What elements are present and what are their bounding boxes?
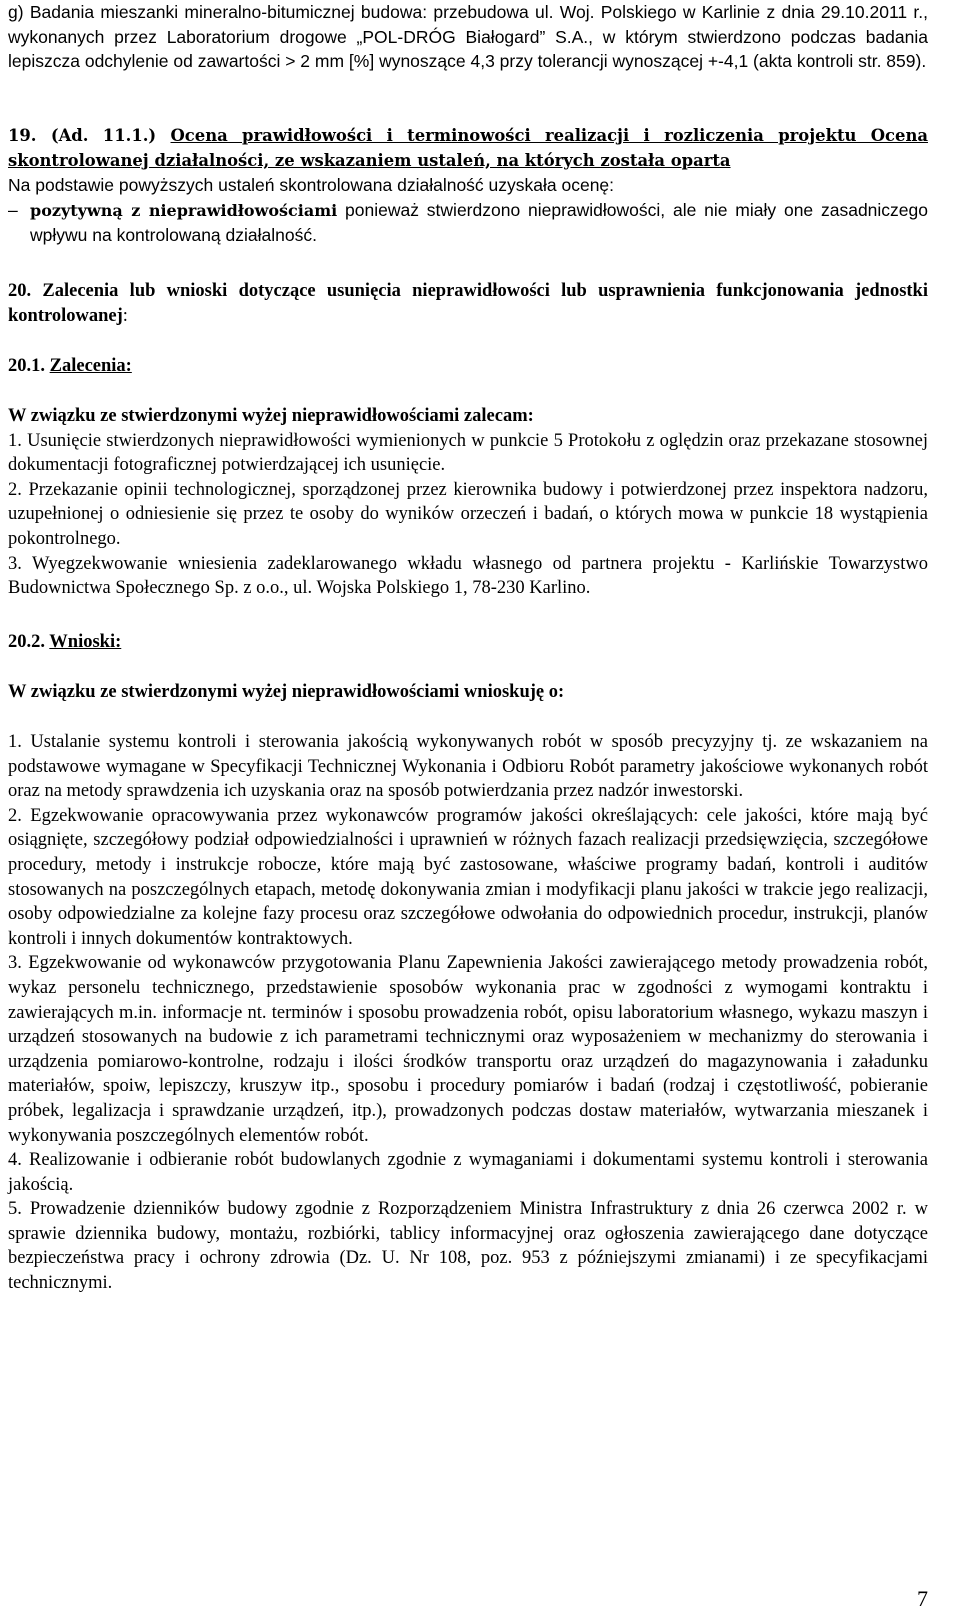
section-20-heading: 20. Zalecenia lub wnioski dotyczące usunięcia nieprawidłowości lub usprawnienia funkcjonowania jednostki kontrolowanej: (8, 281, 928, 326)
conclusions-list (8, 730, 928, 1296)
section-20-2 (8, 630, 928, 655)
conclusions-heading: 20.2. Wnioski: (8, 632, 122, 652)
section-19-heading (8, 124, 928, 173)
rating-item (8, 198, 928, 248)
recommendations-intro: W związku ze stwierdzonymi wyżej nieprawidłowościami zalecam: (8, 406, 534, 426)
conclusion-item: 4. Realizowanie i odbieranie robót budowlanych zgodnie z wymaganiami i dokumentami systemu kontroli i sterowania jakością. (8, 1150, 928, 1195)
rating-justification: ponieważ stwierdzono nieprawidłowości, ale nie miały one zasadniczego wpływu na kontrolowaną działalność. (30, 199, 928, 246)
section-19-intro: Na podstawie powyższych ustaleń skontrolowana działalność uzyskała ocenę: (8, 175, 615, 196)
section-19 (8, 124, 928, 248)
conclusion-item: 2. Egzekwowanie opracowywania przez wykonawców programów jakości określających: cele jakości, które mają być osiągnięte, szczegółowy podział odpowiedzialności i uprawnień w różnych fazach realizacji przedsięwzięcia, szczegółowe procedury, metody i instrukcje robocze, które mają być zastosowane, właściwe programy badań, kontroli i auditów stosowanych na poszczególnych etapach, metodę dokonywania zmian i modyfikacji planu jakości w trakcie jego realizacji, osoby odpowiedzialne za kolejne fazy procesu oraz szczegółowe odwołania do odpowiednich procedur, instrukcji, planów kontroli i innych dokumentów kontraktowych. (8, 805, 928, 949)
conclusion-item: 5. Prowadzenie dzienników budowy zgodnie z Rozporządzeniem Ministra Infrastruktury z dnia 26 czerwca 2002 r. w sprawie dziennika budowy, montażu, rozbiórki, tablicy informacyjnej oraz ogłoszenia zawierającego dane dotyczące bezpieczeństwa pracy i ochrony zdrowia (Dz. U. Nr 108, poz. 953 z późniejszymi zmianami) i ze specyfikacjami technicznymi. (8, 1199, 928, 1294)
section-19-number: 19. (Ad. 11.1.) (8, 126, 157, 145)
conclusion-item: 3. Egzekwowanie od wykonawców przygotowania Planu Zapewnienia Jakości zawierającego metody prowadzenia robót, wykaz personelu technicznego, przedstawienie sposobów wykonania prac w zgodności z wymogami kontraktu i zawierających m.in. informacje nt. terminów i sposobu prowadzenia robót, opisu laboratorium własnego, wykazu maszyn i urządzeń stosowanych na budowie z ich parametrami technicznymi oraz wyposażeniem w mechanizmy do sterowania i urządzenia pomiarowo-kontrolne, rodzaju i ilości środków transportu oraz urządzeń do magazynowania i załadunku materiałów, spoiw, lepiszczy, kruszyw itp., sposobu i procedury pomiarów i badań (rodzaj i częstotliwość, pobieranie próbek, legalizacja i sprawdzanie urządzeń, itp.), prowadzonych podczas dostaw materiałów, wytwarzania mieszanek i wykonywania poszczególnych elementów robót. (8, 953, 928, 1146)
finding-g-paragraph (8, 0, 928, 74)
page-number: 7 (917, 1586, 928, 1611)
recommendation-item: 2. Przekazanie opinii technologicznej, sporządzonej przez kierownika budowy i potwierdzonej przez inspektora nadzoru, uzupełnionej o odniesienie się przez te osoby do wyników orzeczeń i badań, o których mowa w punkcie 18 wystąpienia pokontrolnego. (8, 479, 928, 549)
section-19-title: Ocena prawidłowości i terminowości realizacji i rozliczenia projektu Ocena skontrolowanej działalności, ze wskazaniem ustaleń, na których została oparta (8, 126, 928, 170)
conclusion-item: 1. Ustalanie systemu kontroli i sterowania jakością wykonywanych robót w sposób precyzyjny tj. ze wskazaniem na podstawowe wymagane w Specyfikacji Technicznej Wykonania i Odbioru Robót parametry jakościowe wykonanych robót oraz na metody sprawdzenia ich uzyskania oraz na sposób potwierdzania przez nadzór inwestorski. (8, 732, 928, 802)
dash-bullet: – (8, 199, 18, 220)
recommendation-item: 1. Usunięcie stwierdzonych nieprawidłowości wymienionych w punkcie 5 Protokołu z oględzin oraz przekazane stosownej dokumentacji fotograficznej potwierdzającej ich usunięcie. (8, 430, 928, 476)
recommendation-item: 3. Wyegzekwowanie wniesienia zadeklarowanego wkładu własnego od partnera projektu - Karlińskie Towarzystwo Budownictwa Społecznego Sp. z o.o., ul. Wojska Polskiego 1, 78-230 Karlino. (8, 553, 928, 599)
rating-value: pozytywną z nieprawidłowościami (30, 200, 338, 220)
conclusions-intro: W związku ze stwierdzonymi wyżej nieprawidłowościami wnioskuję o: (8, 682, 565, 702)
finding-g-text: g) Badania mieszanki mineralno-bitumicznej budowa: przebudowa ul. Woj. Polskiego w Karlinie z dnia 29.10.2011 r., wykonanych przez Laboratorium drogowe „POL-DRÓG Białogard” S.A., w którym stwierdzono podczas badania lepiszcza odchylenie od zawartości > 2 mm [%] wynoszące 4,3 przy tolerancji wynoszącej +-4,1 (akta kontroli str. 859). (8, 2, 928, 72)
conclusions-intro-block (8, 680, 928, 705)
section-20-1 (8, 354, 928, 379)
section-20 (8, 279, 928, 328)
recommendations-block (8, 404, 928, 601)
recommendations-heading: 20.1. Zalecenia: (8, 356, 132, 376)
